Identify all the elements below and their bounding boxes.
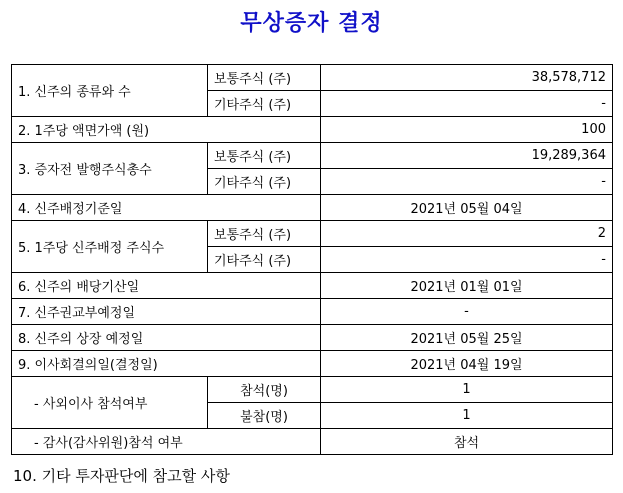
row-value: - bbox=[321, 247, 613, 273]
row-value: 2 bbox=[321, 221, 613, 247]
row-value: 참석 bbox=[321, 429, 613, 455]
table-row bbox=[12, 117, 613, 143]
bonus-issue-table bbox=[11, 64, 613, 455]
row-value: 2021년 05월 04일 bbox=[321, 195, 613, 221]
sub-label: 참석(명) bbox=[208, 377, 321, 403]
row-value: 2021년 01월 01일 bbox=[321, 273, 613, 299]
table-row bbox=[12, 65, 613, 91]
row-label: 6. 신주의 배당기산일 bbox=[12, 273, 321, 299]
table-row bbox=[12, 325, 613, 351]
row-value: 19,289,364 bbox=[321, 143, 613, 169]
table-row bbox=[12, 273, 613, 299]
row-value: - bbox=[321, 169, 613, 195]
sub-label: 보통주식 (주) bbox=[208, 221, 321, 247]
row-value: - bbox=[321, 299, 613, 325]
row-value: 2021년 05월 25일 bbox=[321, 325, 613, 351]
row-value: 1 bbox=[321, 377, 613, 403]
row-label: 4. 신주배정기준일 bbox=[12, 195, 321, 221]
table-row bbox=[12, 377, 613, 403]
row-value: 1 bbox=[321, 403, 613, 429]
sub-label: 보통주식 (주) bbox=[208, 143, 321, 169]
row-value: 38,578,712 bbox=[321, 65, 613, 91]
row-label: 7. 신주권교부예정일 bbox=[12, 299, 321, 325]
row-label: 5. 1주당 신주배정 주식수 bbox=[12, 221, 208, 273]
row-value: 100 bbox=[321, 117, 613, 143]
row-label: 9. 이사회결의일(결정일) bbox=[12, 351, 321, 377]
row-label: - 사외이사 참석여부 bbox=[12, 377, 208, 429]
table-row bbox=[12, 429, 613, 455]
sub-label: 기타주식 (주) bbox=[208, 91, 321, 117]
row-value: 2021년 04월 19일 bbox=[321, 351, 613, 377]
row-label: 8. 신주의 상장 예정일 bbox=[12, 325, 321, 351]
row-label: 2. 1주당 액면가액 (원) bbox=[12, 117, 321, 143]
table-row bbox=[12, 143, 613, 169]
table-row bbox=[12, 351, 613, 377]
row-label: - 감사(감사위원)참석 여부 bbox=[12, 429, 321, 455]
sub-label: 불참(명) bbox=[208, 403, 321, 429]
sub-label: 보통주식 (주) bbox=[208, 65, 321, 91]
table-row bbox=[12, 221, 613, 247]
row-label: 1. 신주의 종류와 수 bbox=[12, 65, 208, 117]
row-label: 3. 증자전 발행주식총수 bbox=[12, 143, 208, 195]
sub-label: 기타주식 (주) bbox=[208, 247, 321, 273]
table-row bbox=[12, 299, 613, 325]
page-title: 무상증자 결정 bbox=[240, 10, 383, 36]
sub-label: 기타주식 (주) bbox=[208, 169, 321, 195]
row-value: - bbox=[321, 91, 613, 117]
footer-note: 10. 기타 투자판단에 참고할 사항 bbox=[13, 467, 230, 485]
table-row bbox=[12, 195, 613, 221]
